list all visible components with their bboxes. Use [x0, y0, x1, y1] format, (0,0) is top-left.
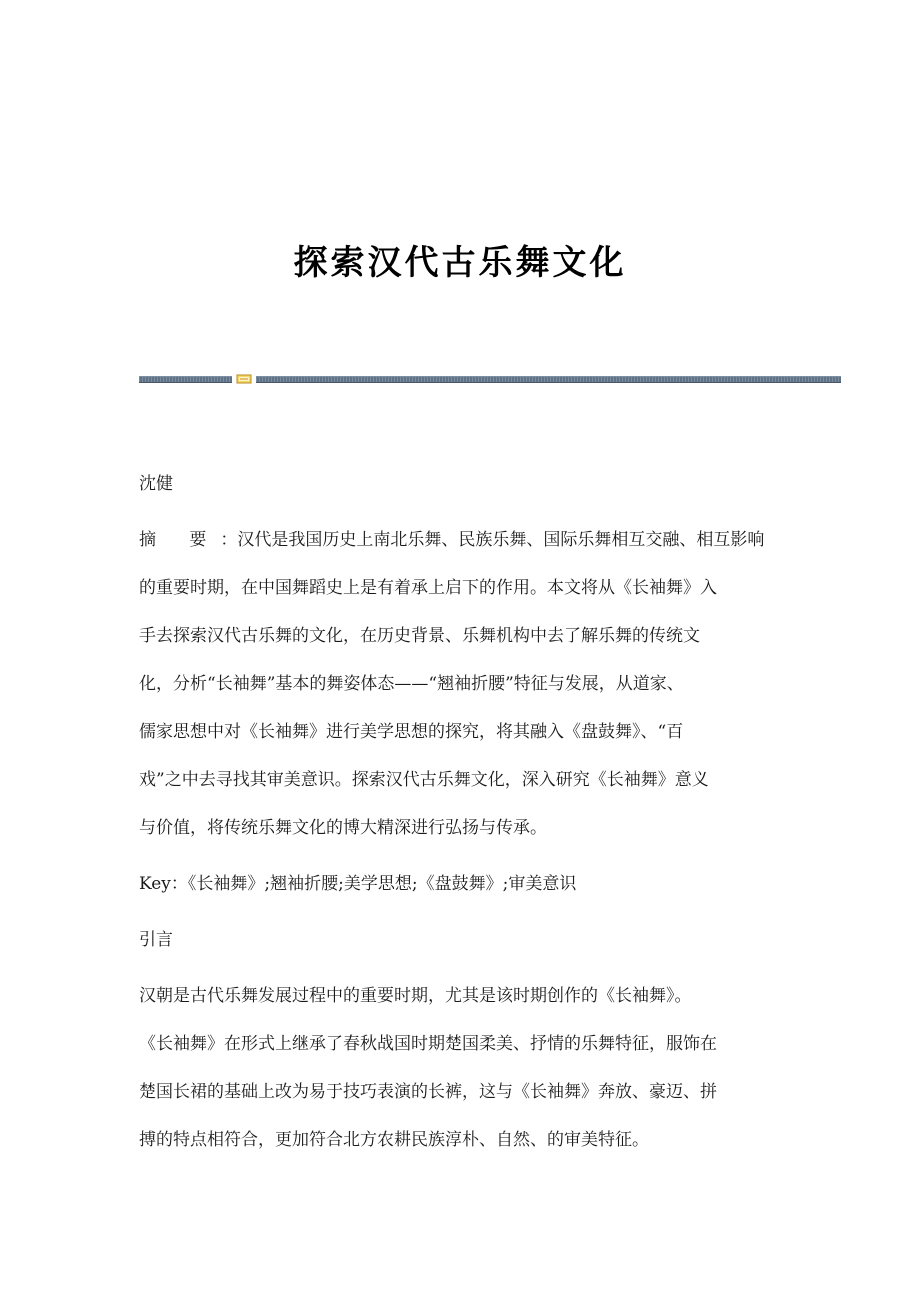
- abstract-line: 儒家思想中对《长袖舞》进行美学思想的探究，将其融入《盘鼓舞》、“百: [139, 722, 684, 742]
- divider-bar-right: [256, 376, 841, 383]
- document-title: 探索汉代古乐舞文化: [293, 242, 627, 283]
- abstract-line: 化，分析“长袖舞”基本的舞姿体态——“翘袖折腰”特征与发展，从道家、: [139, 674, 684, 694]
- divider-bar-left: [139, 376, 232, 383]
- abstract-line: 戏”之中去寻找其审美意识。探索汉代古乐舞文化，深入研究《长袖舞》意义: [139, 770, 709, 790]
- abstract-line: 摘 要：汉代是我国历史上南北乐舞、民族乐舞、国际乐舞相互交融、相互影响: [139, 530, 765, 550]
- paragraph-line: 《长袖舞》在形式上继承了春秋战国时期楚国柔美、抒情的乐舞特征，服饰在: [139, 1034, 717, 1054]
- paragraph-line: 楚国长裙的基础上改为易于技巧表演的长裤，这与《长袖舞》奔放、豪迈、拼: [139, 1082, 717, 1102]
- abstract-line: 的重要时期，在中国舞蹈史上是有着承上启下的作用。本文将从《长袖舞》入: [139, 578, 717, 598]
- abstract-line: 手去探索汉代古乐舞的文化，在历史背景、乐舞机构中去了解乐舞的传统文: [139, 626, 700, 646]
- keywords: Key：《长袖舞》;翘袖折腰;美学思想;《盘鼓舞》;审美意识: [139, 874, 577, 894]
- abstract-label: 摘 要: [139, 530, 221, 550]
- introduction-paragraph: [139, 984, 789, 1176]
- abstract-line: 与价值，将传统乐舞文化的博大精深进行弘扬与传承。: [139, 818, 547, 838]
- section-heading-introduction: 引言: [139, 930, 173, 950]
- paragraph-line: 搏的特点相符合，更加符合北方农耕民族淳朴、自然、的审美特征。: [139, 1130, 649, 1150]
- abstract: [139, 528, 789, 864]
- scroll-ornament-icon: [236, 373, 252, 385]
- paragraph-line: 汉朝是古代乐舞发展过程中的重要时期，尤其是该时期创作的《长袖舞》。: [139, 986, 692, 1006]
- author-name: 沈健: [139, 474, 173, 494]
